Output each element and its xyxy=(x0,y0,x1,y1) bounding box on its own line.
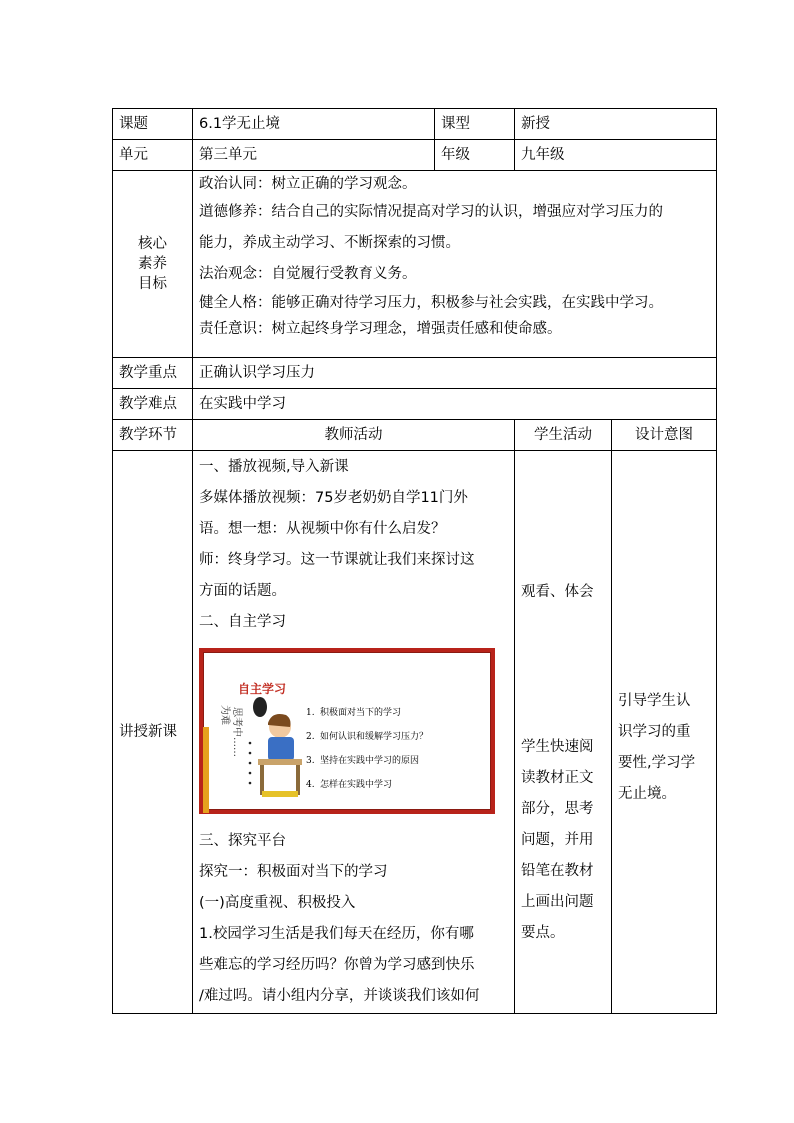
header-row xyxy=(113,420,717,451)
header-teacher: 教师活动 xyxy=(193,420,515,451)
video-line: 方面的话题。 xyxy=(199,583,286,599)
goal-political: 政治认同：树立正确的学习观念。 xyxy=(199,176,417,192)
header-stage: 教学环节 xyxy=(113,420,193,451)
goal-law: 法治观念：自觉履行受教育义务。 xyxy=(199,266,417,282)
student-activity-line: 问题，并用 xyxy=(521,832,594,848)
video-line: 师：终身学习。这一节课就让我们来探讨这 xyxy=(199,552,475,568)
intent-line: 识学习的重 xyxy=(618,723,691,740)
slide-side-bar xyxy=(203,727,209,813)
student-activity-watch: 观看、体会 xyxy=(521,584,594,600)
unit-label: 单元 xyxy=(113,140,193,171)
slide-item: 2. 如何认识和缓解学习压力？ xyxy=(306,732,429,742)
video-line: 语。想一想：从视频中你有什么启发？ xyxy=(199,521,446,537)
goal-moral-line1: 道德修养：结合自己的实际情况提高对学习的认识，增强应对学习压力的 xyxy=(199,204,663,220)
core-label-line: 素养 xyxy=(138,256,167,272)
type-value: 新授 xyxy=(515,109,717,140)
student-activity-line: 上画出问题 xyxy=(521,894,594,910)
section-self-study: 二、自主学习 xyxy=(199,614,286,630)
focus-row xyxy=(113,358,717,389)
video-line: 多媒体播放视频：75岁老奶奶自学11门外 xyxy=(199,490,468,506)
slide-items xyxy=(306,701,428,797)
side-text-2: 思考中…… xyxy=(231,707,242,757)
focus-value: 正确认识学习压力 xyxy=(193,358,717,389)
difficulty-value: 在实践中学习 xyxy=(193,389,717,420)
student-activity-line: 学生快速阅 xyxy=(521,739,594,755)
question-line: 1.校园学习生活是我们每天在经历，你有哪 xyxy=(199,926,474,942)
sub-heading: (一)高度重视、积极投入 xyxy=(199,895,356,911)
side-text-1: 为难 xyxy=(219,705,230,725)
slide-title: 自主学习 xyxy=(238,682,287,696)
student-activity-line: 读教材正文 xyxy=(521,770,594,786)
intent-line: 无止境。 xyxy=(618,785,676,802)
grade-value: 九年级 xyxy=(515,140,717,171)
slide-item: 1. 积极面对当下的学习 xyxy=(306,708,402,718)
core-label-line: 核心 xyxy=(138,236,167,252)
goal-responsibility: 责任意识：树立起终身学习理念，增强责任感和使命感。 xyxy=(199,321,562,337)
core-goals xyxy=(193,171,717,358)
thinking-boy-icon xyxy=(246,693,306,803)
question-line: /难过吗。请小组内分享，并谈谈我们该如何 xyxy=(199,988,480,1004)
student-activity-line: 铅笔在教材 xyxy=(521,863,594,879)
question-line: 些难忘的学习经历吗？你曾为学习感到快乐 xyxy=(199,957,475,973)
intent-line: 引导学生认 xyxy=(618,692,691,709)
core-label-line: 目标 xyxy=(138,276,167,292)
student-activity-line: 部分，思考 xyxy=(521,801,594,817)
body-row xyxy=(113,451,717,1014)
focus-label: 教学重点 xyxy=(113,358,193,389)
unit-row xyxy=(113,140,717,171)
slide-canvas xyxy=(203,652,491,810)
slide-item: 3. 坚持在实践中学习的原因 xyxy=(306,756,420,766)
topic-label: 课题 xyxy=(113,109,193,140)
grade-label: 年级 xyxy=(435,140,515,171)
goal-personality: 健全人格：能够正确对待学习压力，积极参与社会实践，在实践中学习。 xyxy=(199,295,663,311)
slide-item: 4. 怎样在实践中学习 xyxy=(306,780,393,790)
stage-name: 讲授新课 xyxy=(113,451,193,1014)
student-activities xyxy=(515,451,612,1014)
explore-one: 探究一：积极面对当下的学习 xyxy=(199,864,388,880)
difficulty-label: 教学难点 xyxy=(113,389,193,420)
thinking-text-illustration xyxy=(218,701,248,761)
section-explore: 三、探究平台 xyxy=(199,833,286,849)
design-intent xyxy=(612,451,717,1014)
unit-value: 第三单元 xyxy=(193,140,435,171)
type-label: 课型 xyxy=(435,109,515,140)
lesson-plan-table xyxy=(112,108,717,1014)
core-label xyxy=(113,171,193,358)
student-activity-line: 要点。 xyxy=(521,925,565,941)
header-student: 学生活动 xyxy=(515,420,612,451)
teacher-activities xyxy=(193,451,515,1014)
topic-value: 6.1学无止境 xyxy=(193,109,435,140)
header-intent: 设计意图 xyxy=(612,420,717,451)
self-study-slide xyxy=(199,648,495,814)
topic-row xyxy=(113,109,717,140)
section-video: 一、播放视频,导入新课 xyxy=(199,459,349,475)
core-row xyxy=(113,171,717,358)
difficulty-row xyxy=(113,389,717,420)
intent-line: 要性,学习学 xyxy=(618,754,696,771)
goal-moral-line2: 能力，养成主动学习、不断探索的习惯。 xyxy=(199,235,460,251)
